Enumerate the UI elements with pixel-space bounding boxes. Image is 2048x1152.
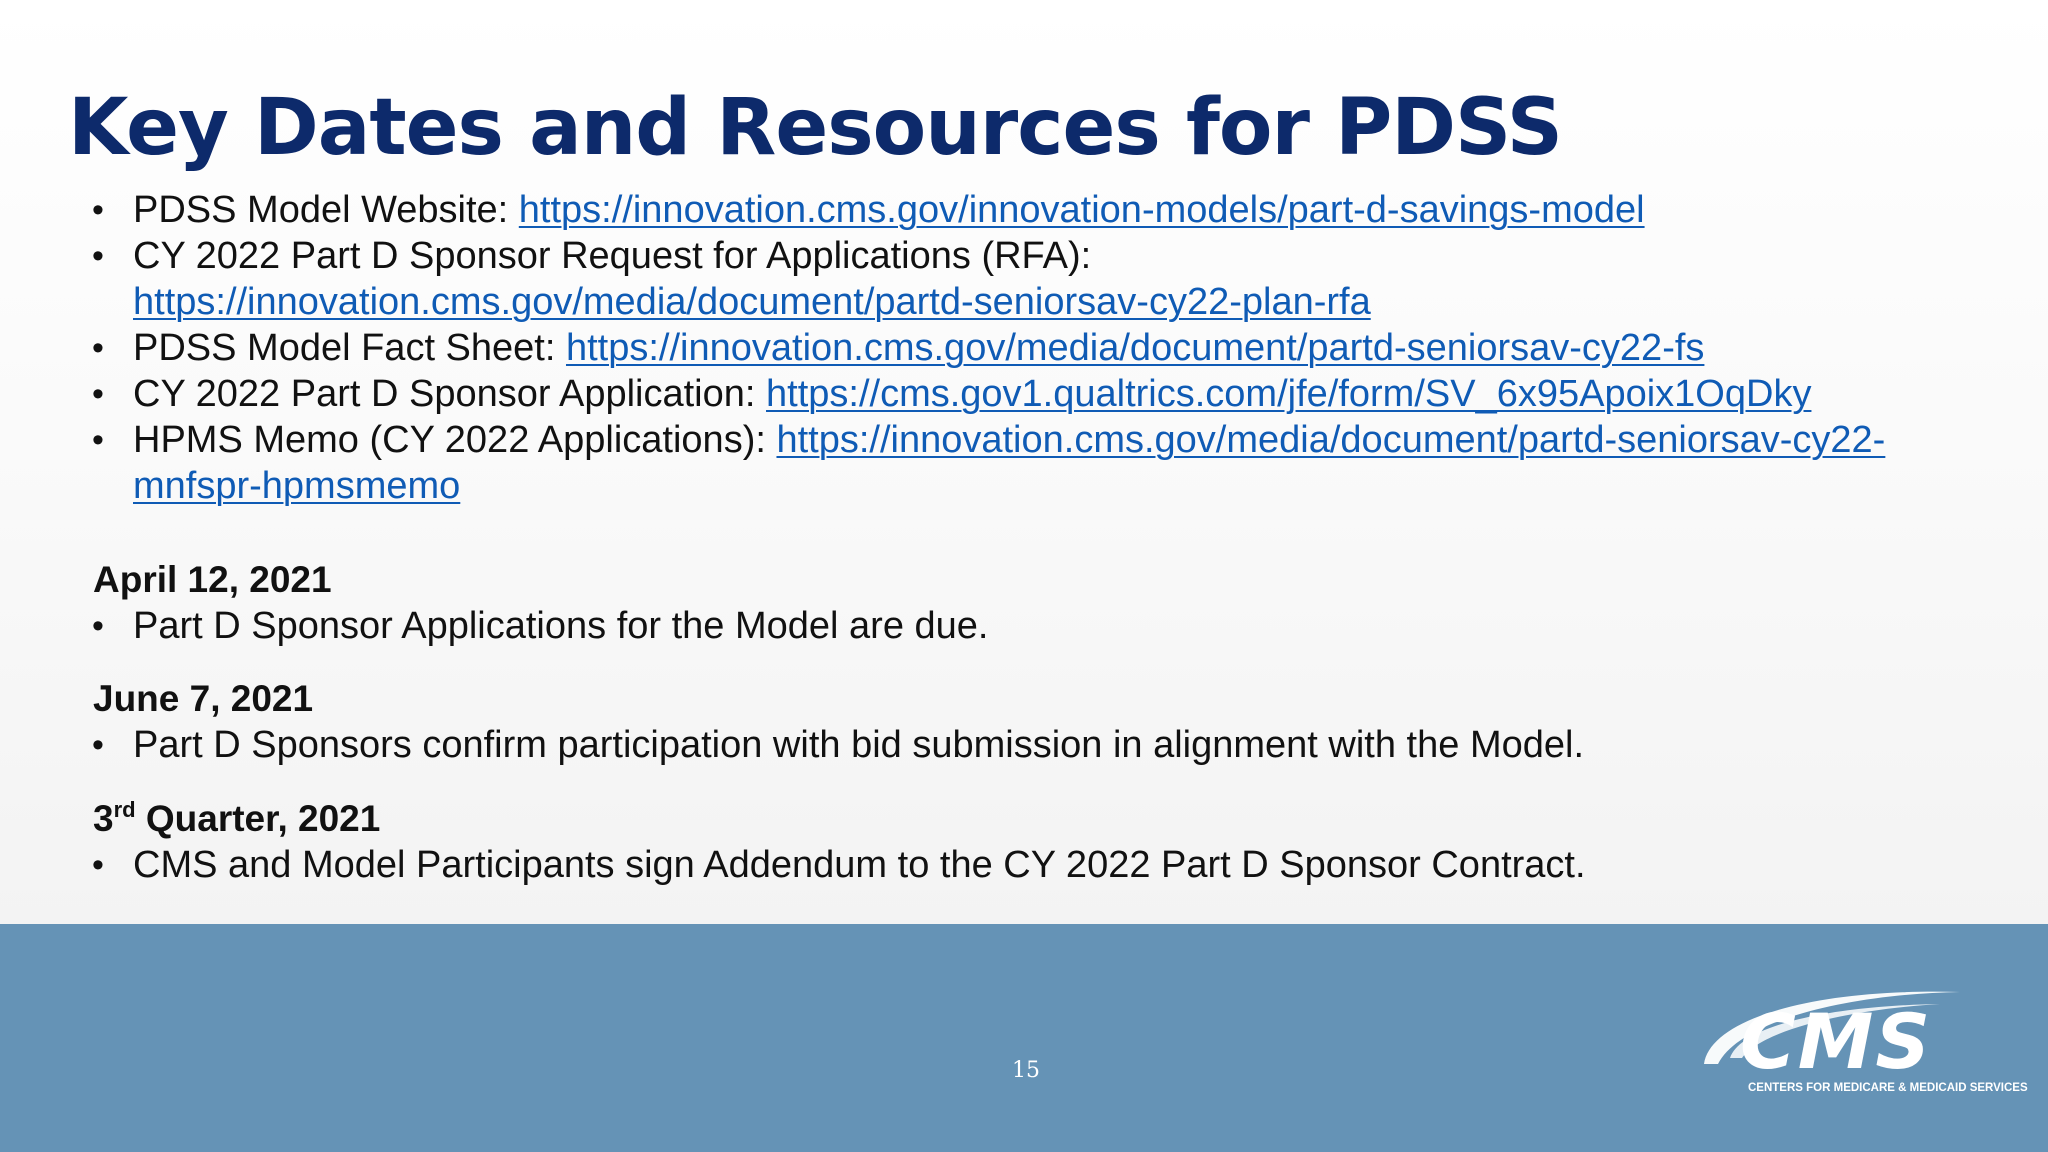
resource-item-fact-sheet	[133, 325, 1704, 371]
date-heading: June 7, 2021	[93, 678, 314, 719]
bullet-icon: •	[92, 237, 104, 275]
date-rest: Quarter, 2021	[135, 798, 381, 839]
bullet-icon: •	[92, 726, 104, 764]
bullet-icon: •	[92, 191, 104, 229]
cms-logo: CMS	[1740, 997, 1933, 1086]
resource-item-hpms-memo	[133, 417, 1885, 463]
bullet-icon: •	[92, 329, 104, 367]
resource-item-hpms-memo-cont	[133, 463, 460, 509]
resource-label: PDSS Model Fact Sheet:	[133, 327, 566, 369]
resource-link[interactable]: https://innovation.cms.gov/innovation-models/part-d-savings-model	[518, 189, 1645, 231]
date-item: Part D Sponsor Applications for the Model are due.	[133, 605, 989, 647]
resource-item-application	[133, 371, 1811, 417]
resource-link[interactable]: https://innovation.cms.gov/media/document/partd-seniorsav-cy22-	[776, 419, 1886, 461]
page-number: 15	[1012, 1058, 1040, 1083]
bullet-icon: •	[92, 375, 104, 413]
resource-link[interactable]: https://cms.gov1.qualtrics.com/jfe/form/SV_6x95Apoix1OqDky	[766, 373, 1812, 415]
bullet-icon: •	[92, 421, 104, 459]
bullet-icon: •	[92, 846, 104, 884]
bullet-icon: •	[92, 607, 104, 645]
resource-item-rfa	[133, 233, 1091, 279]
resource-label: PDSS Model Website:	[133, 189, 519, 231]
resource-label: HPMS Memo (CY 2022 Applications):	[133, 419, 777, 461]
resource-item-rfa-link-line	[133, 279, 1371, 325]
cms-logo-subtitle: CENTERS FOR MEDICARE & MEDICAID SERVICES	[1748, 1082, 2028, 1094]
date-heading: April 12, 2021	[93, 559, 332, 600]
resource-link[interactable]: https://innovation.cms.gov/media/document/partd-seniorsav-cy22-fs	[565, 327, 1705, 369]
resource-link[interactable]: https://innovation.cms.gov/media/document/partd-seniorsav-cy22-plan-rfa	[133, 281, 1371, 323]
slide-title: Key Dates and Resources for PDSS	[68, 83, 1562, 173]
resource-link[interactable]: mnfspr-hpmsmemo	[133, 465, 461, 507]
date-number: 3	[93, 798, 114, 839]
resource-label: CY 2022 Part D Sponsor Application:	[133, 373, 767, 415]
resource-label: CY 2022 Part D Sponsor Request for Applications (RFA):	[133, 235, 1092, 277]
date-heading	[93, 796, 380, 842]
resource-item-website	[133, 187, 1645, 233]
date-item: Part D Sponsors confirm participation with bid submission in alignment with the Model.	[133, 724, 1584, 766]
date-ordinal-suffix: rd	[113, 797, 136, 822]
date-item: CMS and Model Participants sign Addendum to the CY 2022 Part D Sponsor Contract.	[133, 844, 1586, 886]
